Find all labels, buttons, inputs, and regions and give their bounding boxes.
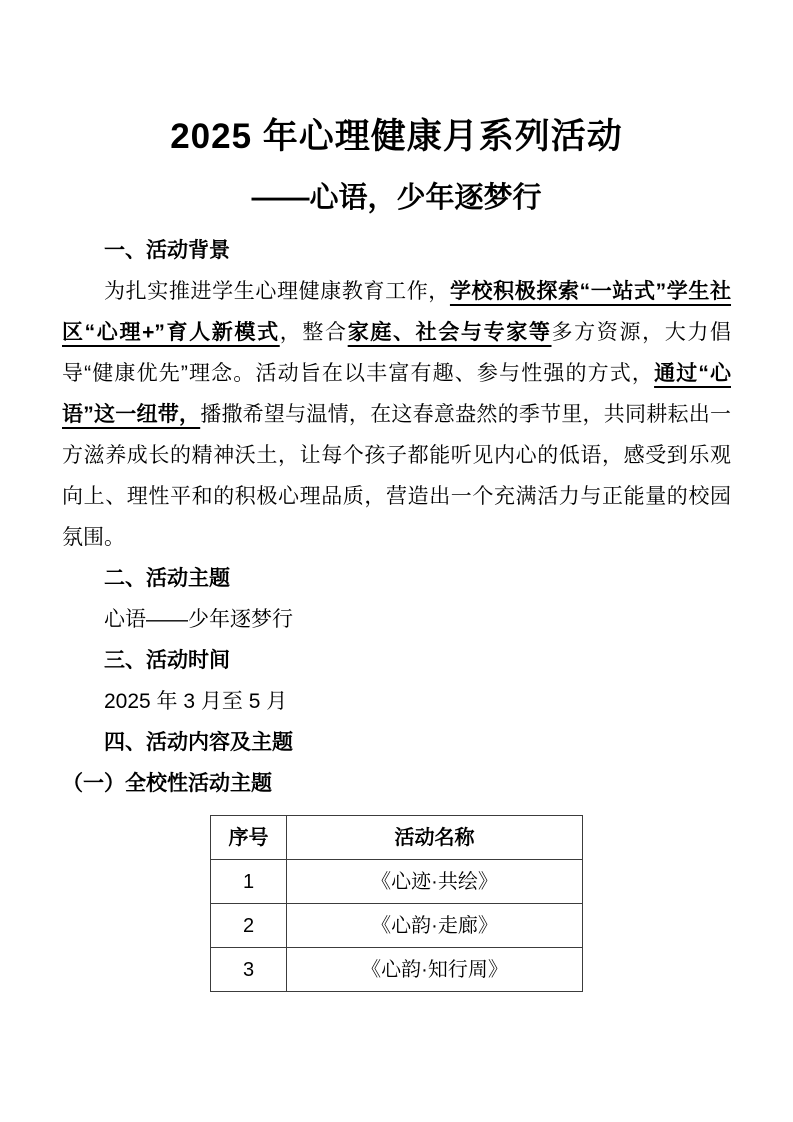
theme-text: 心语——少年逐梦行 [104,608,293,631]
text-run: 播撒希望与温情，在这春意盎然的季节里，共同耕耘出一方滋养成长的精神沃土，让每个孩子都能听见内心的低语，感受到乐观向上、理性平和的积极心理品质，营造出一个充满活力与正能量的校园氛围。 [62,403,732,549]
section-heading-time: 三、活动时间 [104,649,230,672]
doc-subtitle: ——心语，少年逐梦行 [251,182,542,214]
table-cell-index: 3 [211,948,287,992]
table-header-index: 序号 [211,816,287,860]
subsection-heading-schoolwide: （一）全校性活动主题 [62,772,272,795]
section-heading-theme: 二、活动主题 [104,567,230,590]
table-header-row [211,816,583,860]
text-run-emphasis: 家庭、社会与专家等 [347,321,552,344]
document-body [62,230,731,992]
section-heading-content: 四、活动内容及主题 [104,731,293,754]
table-row [211,860,583,904]
text-run: ，整合 [279,321,348,344]
section-heading-background: 一、活动背景 [104,239,230,262]
background-paragraph [62,271,731,558]
text-run: 多方资源，大力倡导“健康优先”理念。活动旨在以丰富有趣、参与性强的方式， [62,321,732,385]
table-header-activity-name: 活动名称 [287,816,583,860]
time-text: 2025 年 3 月至 5 月 [104,690,288,713]
activities-table [210,815,583,992]
doc-title: 2025 年心理健康月系列活动 [170,117,623,156]
table-cell-activity-name: 《心韵·走廊》 [287,904,583,948]
text-run: 为扎实推进学生心理健康教育工作， [104,280,450,303]
table-cell-index: 2 [211,904,287,948]
table-row [211,904,583,948]
table-cell-activity-name: 《心韵·知行周》 [287,948,583,992]
table-row [211,948,583,992]
table-cell-index: 1 [211,860,287,904]
text-run-emphasis: 通过“心语”这一纽带， [62,362,731,426]
table-cell-activity-name: 《心迹·共绘》 [287,860,583,904]
text-run-emphasis: 学校积极探索“一站式”学生社区“心理+”育人新模式 [62,280,732,344]
